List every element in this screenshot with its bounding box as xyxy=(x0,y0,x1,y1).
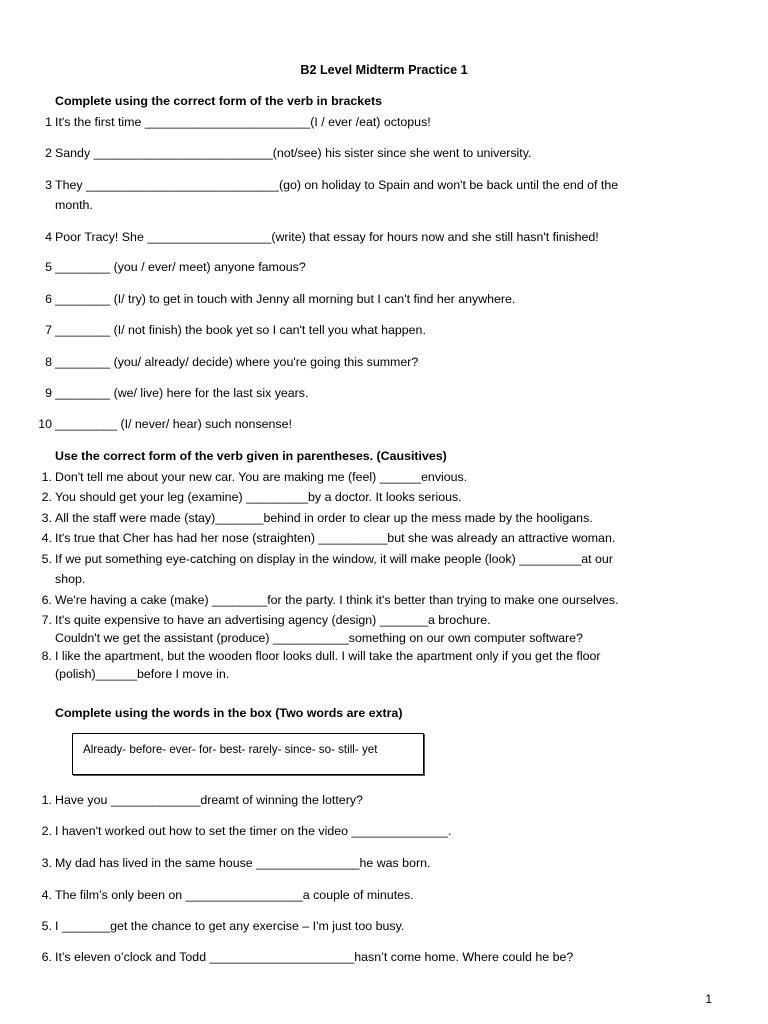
exercise-item: I _______get the chance to get any exercise – I'm just too busy. xyxy=(55,919,405,933)
exercise-item: ________ (I/ not finish) the book yet so I can't tell you what happen. xyxy=(55,323,426,337)
item-number: 2. xyxy=(41,824,52,838)
page-title: B2 Level Midterm Practice 1 xyxy=(300,63,468,77)
item-number: 5. xyxy=(41,552,52,566)
exercise-item: month. xyxy=(55,198,93,212)
exercise-item: They ____________________________(go) on holiday to Spain and won't be back until the end of the xyxy=(55,178,619,192)
exercise-item: It’s eleven o’clock and Todd _____________________hasn’t come home. Where could he be? xyxy=(55,950,574,964)
item-number: 2 xyxy=(45,146,52,160)
item-number: 4. xyxy=(41,888,52,902)
exercise-item: The film’s only been on _________________a couple of minutes. xyxy=(55,888,414,902)
item-number: 9 xyxy=(45,386,52,400)
item-number: 3 xyxy=(45,178,52,192)
item-number: 10 xyxy=(38,417,52,431)
item-number: 4. xyxy=(41,531,52,545)
item-number: 1. xyxy=(41,793,52,807)
exercise-item: Sandy __________________________(not/see) his sister since she went to university. xyxy=(55,146,532,160)
item-number: 5 xyxy=(45,260,52,274)
section2-heading: Use the correct form of the verb given in parentheses. (Causitives) xyxy=(55,449,447,463)
item-number: 8 xyxy=(45,355,52,369)
exercise-item: I haven't worked out how to set the timer on the video ______________. xyxy=(55,824,452,838)
word-box xyxy=(72,733,424,775)
exercise-item: We're having a cake (make) ________for the party. I think it's better than trying to make one ourselves. xyxy=(55,593,619,607)
exercise-item: It's quite expensive to have an advertising agency (design) _______a brochure. xyxy=(55,613,491,627)
item-number: 6 xyxy=(45,292,52,306)
exercise-item: My dad has lived in the same house _______________he was born. xyxy=(55,856,431,870)
item-number: 5. xyxy=(41,919,52,933)
item-number: 7 xyxy=(45,323,52,337)
page-number: 1 xyxy=(705,992,712,1006)
exercise-item: ________ (you / ever/ meet) anyone famous? xyxy=(55,260,306,274)
exercise-item: Poor Tracy! She __________________(write) that essay for hours now and she still hasn't finished! xyxy=(55,230,599,244)
word-box-text: Already- before- ever- for- best- rarely- since- so- still- yet xyxy=(83,743,378,756)
item-number: 6. xyxy=(41,593,52,607)
exercise-item: shop. xyxy=(55,572,86,586)
item-number: 8. xyxy=(41,649,52,663)
exercise-item: If we put something eye-catching on display in the window, it will make people (look) _________at our xyxy=(55,552,613,566)
item-number: 7. xyxy=(41,613,52,627)
exercise-item: It's the first time ________________________(I / ever /eat) octopus! xyxy=(55,115,431,129)
exercise-item: _________ (I/ never/ hear) such nonsense! xyxy=(55,417,292,431)
item-number: 6. xyxy=(41,950,52,964)
item-number: 2. xyxy=(41,490,52,504)
item-number: 3. xyxy=(41,856,52,870)
exercise-item: ________ (we/ live) here for the last six years. xyxy=(55,386,309,400)
exercise-item: All the staff were made (stay)_______behind in order to clear up the mess made by the hooligans. xyxy=(55,511,593,525)
exercise-item: ________ (I/ try) to get in touch with Jenny all morning but I can't find her anywhere. xyxy=(55,292,516,306)
exercise-item: (polish)______before I move in. xyxy=(55,667,230,681)
exercise-item: Don't tell me about your new car. You are making me (feel) ______envious. xyxy=(55,470,468,484)
item-number: 4 xyxy=(45,230,52,244)
exercise-item: ________ (you/ already/ decide) where you're going this summer? xyxy=(55,355,419,369)
item-number: 1 xyxy=(45,115,52,129)
section3-heading: Complete using the words in the box (Two words are extra) xyxy=(55,706,403,720)
section1-heading: Complete using the correct form of the verb in brackets xyxy=(55,94,383,108)
exercise-item: It's true that Cher has had her nose (straighten) __________but she was already an attractive woman. xyxy=(55,531,616,545)
exercise-item: I like the apartment, but the wooden floor looks dull. I will take the apartment only if you get the floor xyxy=(55,649,601,663)
item-number: 1. xyxy=(41,470,52,484)
exercise-item: Have you _____________dreamt of winning the lottery? xyxy=(55,793,363,807)
exercise-item: You should get your leg (examine) _________by a doctor. It looks serious. xyxy=(55,490,462,504)
exercise-item: Couldn't we get the assistant (produce) ___________something on our own computer software? xyxy=(55,631,583,645)
item-number: 3. xyxy=(41,511,52,525)
